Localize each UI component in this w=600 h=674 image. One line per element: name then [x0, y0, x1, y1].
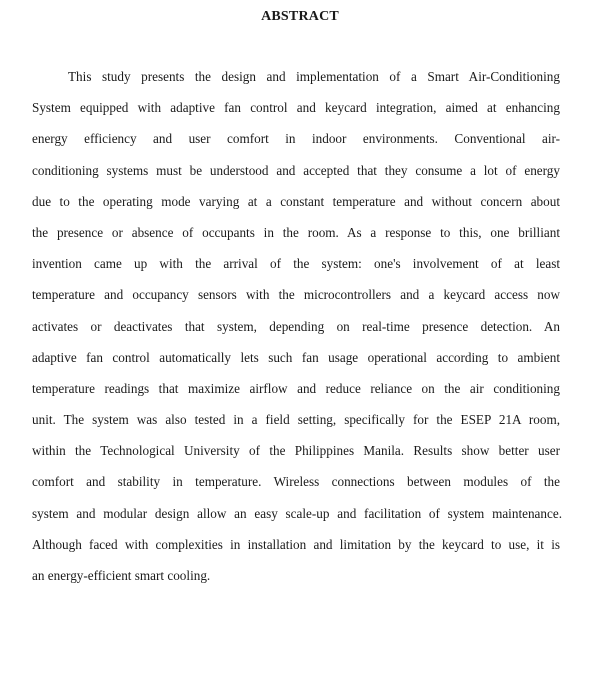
abstract-title: ABSTRACT [261, 9, 339, 24]
abstract-line: an energy-efficient smart cooling. [32, 568, 211, 583]
abstract-body [32, 67, 560, 597]
abstract-line: activates or deactivates that system, depending on real-time presence detection. An [32, 318, 560, 334]
abstract-line: unit. The system was also tested in a field setting, specifically for the ESEP 21A room, [32, 412, 560, 428]
abstract-line: conditioning systems must be understood and accepted that they consume a lot of energy [32, 162, 560, 178]
abstract-line: temperature and occupancy sensors with the microcontrollers and a keycard access now [32, 287, 560, 303]
abstract-line: comfort and stability in temperature. Wireless connections between modules of the [32, 474, 560, 490]
abstract-line: Although faced with complexities in installation and limitation by the keycard to use, it is [32, 536, 560, 552]
abstract-line: This study presents the design and implementation of a Smart Air-Conditioning [68, 69, 560, 84]
abstract-line: energy efficiency and user comfort in indoor environments. Conventional air- [32, 131, 560, 147]
abstract-line: within the Technological University of the Philippines Manila. Results show better user [32, 443, 560, 459]
abstract-line: invention came up with the arrival of the system: one's involvement of at least [32, 256, 560, 272]
abstract-line: adaptive fan control automatically lets such fan usage operational according to ambient [32, 349, 560, 365]
abstract-line: the presence or absence of occupants in the room. As a response to this, one brilliant [32, 224, 560, 240]
abstract-line: system and modular design allow an easy scale-up and facilitation of system maintenance. [32, 505, 562, 521]
abstract-line: temperature readings that maximize airflow and reduce reliance on the air conditioning [32, 380, 560, 396]
abstract-line: System equipped with adaptive fan control and keycard integration, aimed at enhancing [32, 100, 560, 116]
abstract-line: due to the operating mode varying at a constant temperature and without concern about [32, 193, 560, 209]
